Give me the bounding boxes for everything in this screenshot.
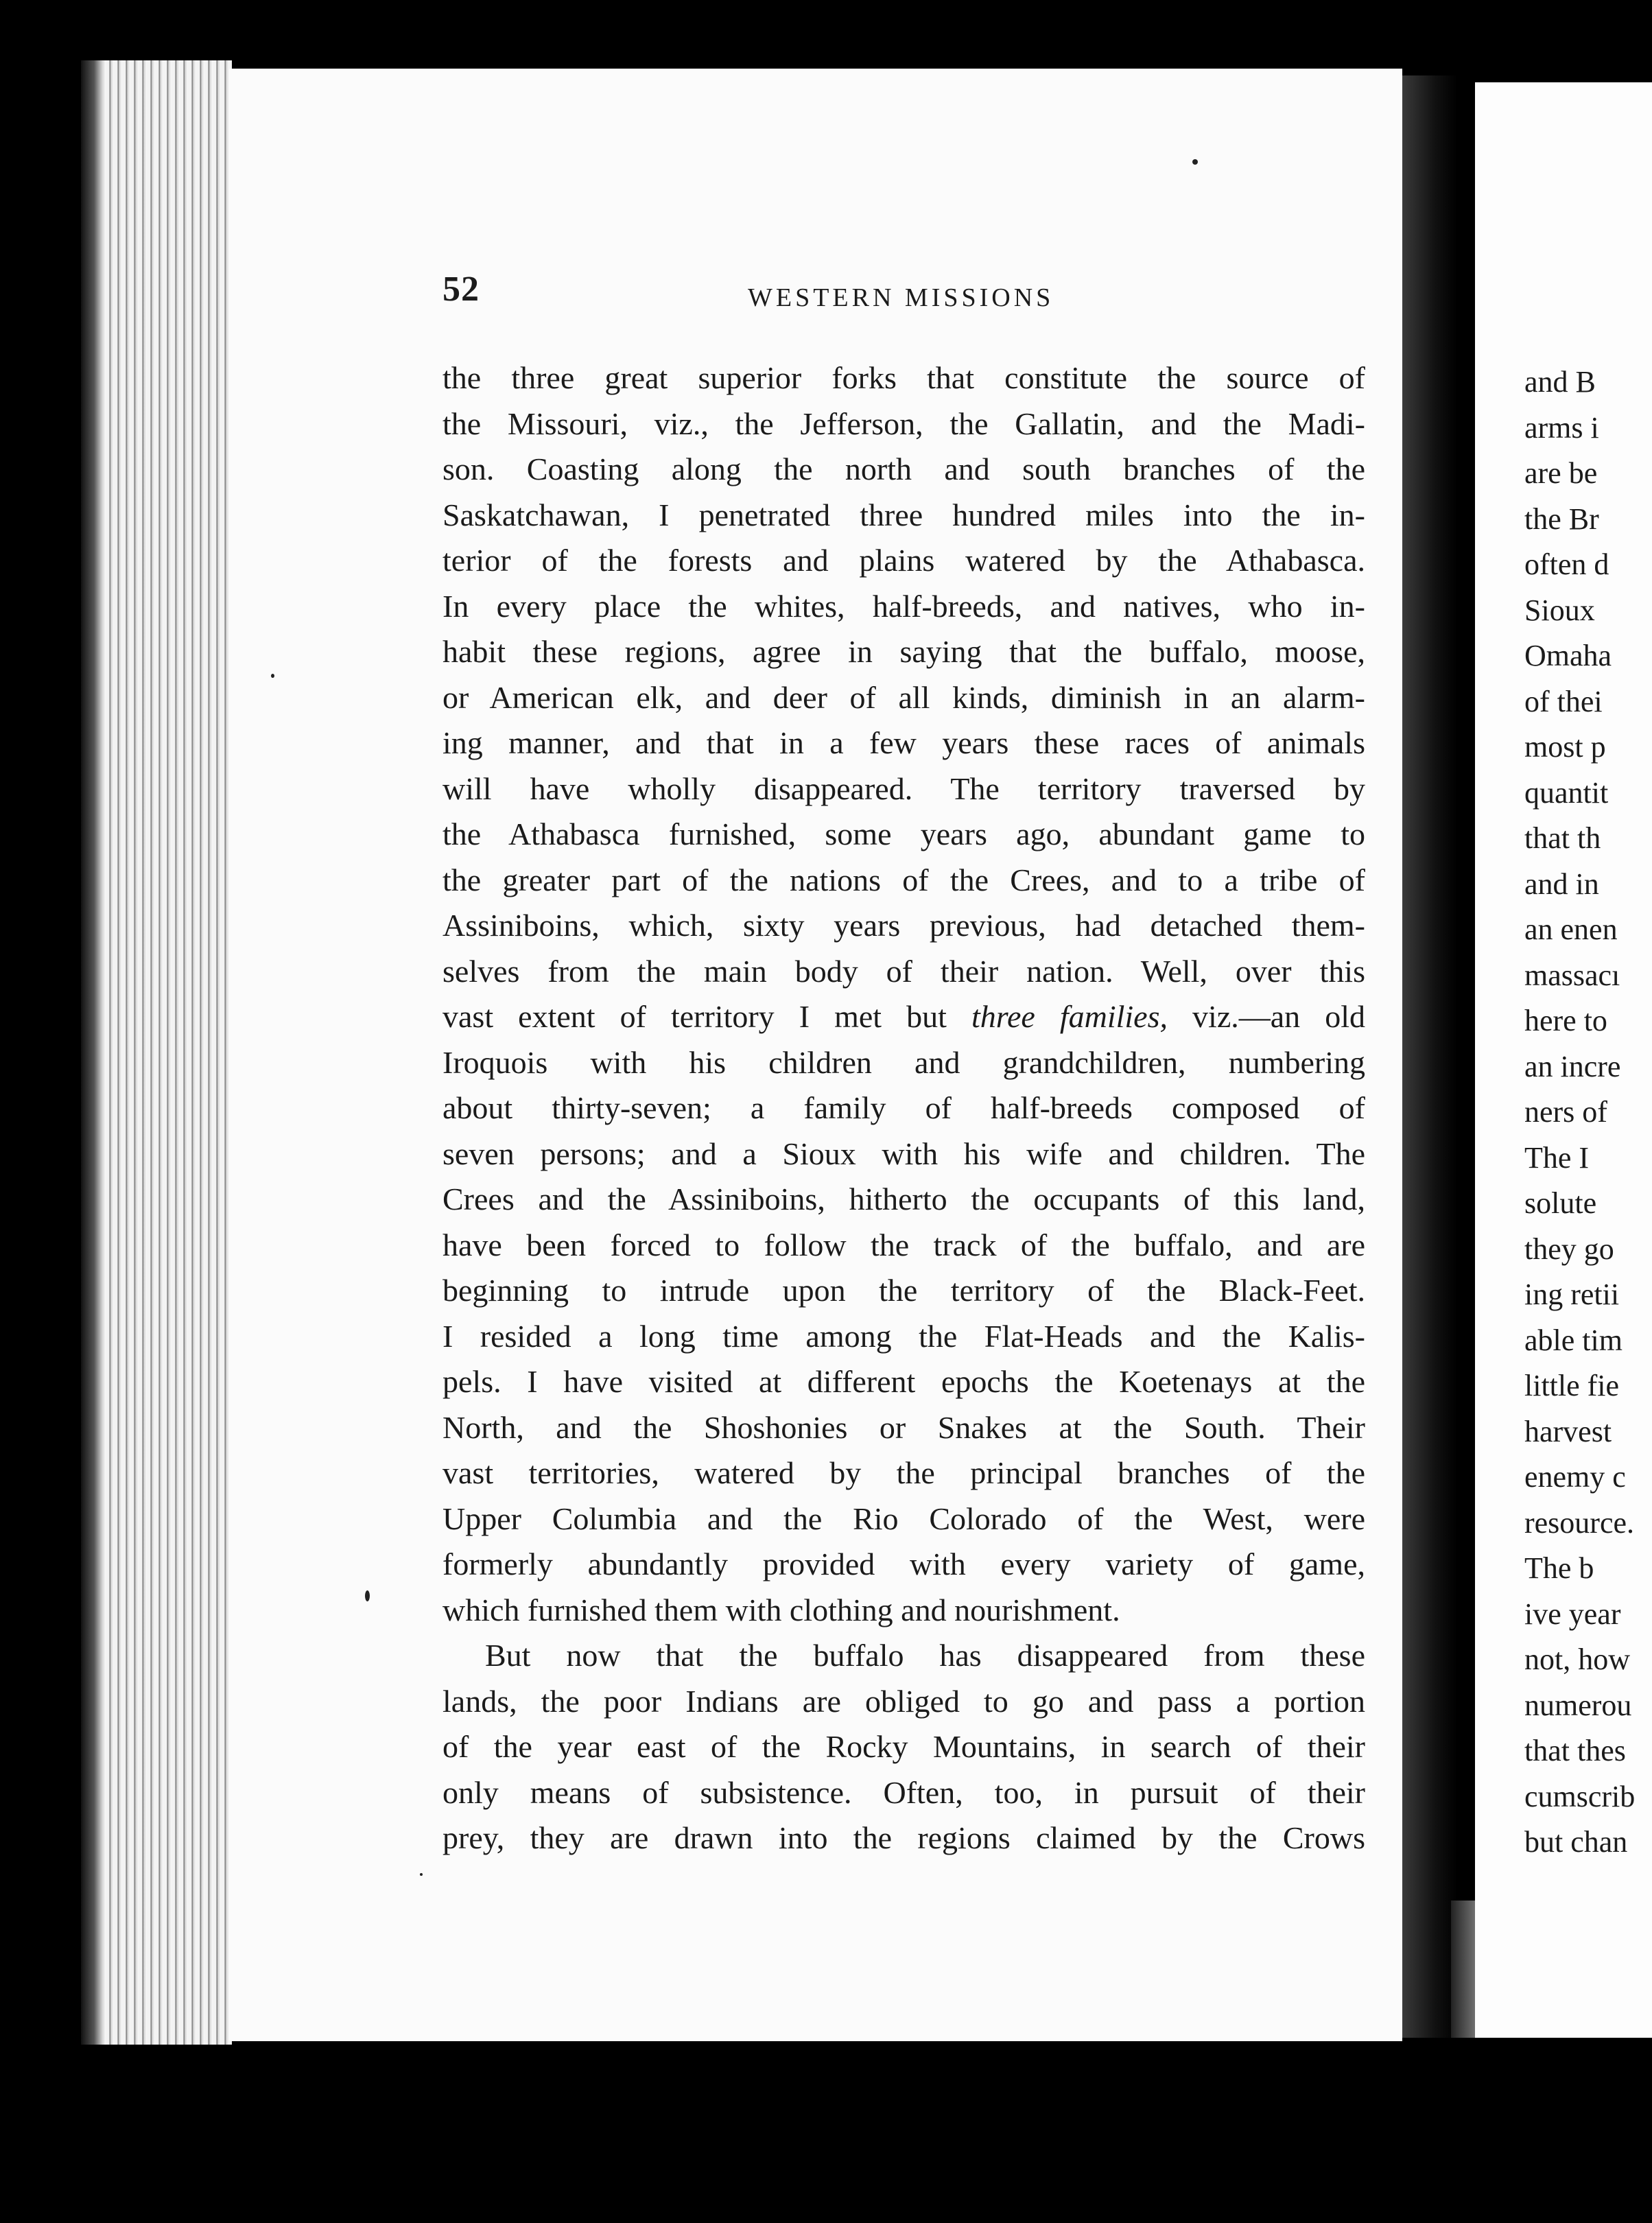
text-line: the Missouri, viz., the Jefferson, the Gallatin, and the Madi-: [442, 405, 1365, 441]
text-line: terior of the forests and plains watered by the Athabasca.: [442, 543, 1365, 578]
right-page-text-fragment: that thes: [1524, 1734, 1626, 1767]
text-line: Saskatchawan, I penetrated three hundred miles into the in-: [442, 497, 1365, 532]
right-page-text-fragment: of thei: [1524, 684, 1603, 718]
running-head: WESTERN MISSIONS: [748, 283, 1054, 312]
text-line: Crees and the Assiniboins, hitherto the occupants of this land,: [442, 1181, 1365, 1216]
book-gutter: [1402, 75, 1457, 2038]
paragraph-first-line: But now that the buffalo has disappeared from these: [485, 1638, 1365, 1673]
right-page-text-fragment: here to: [1524, 1004, 1607, 1037]
text-line: only means of subsistence. Often, too, in pursuit of their: [442, 1774, 1365, 1810]
right-page-text-fragment: little fie: [1524, 1369, 1620, 1402]
text-line: lands, the poor Indians are obliged to go and pass a portion: [442, 1683, 1365, 1719]
scan-speck: [271, 674, 274, 678]
right-page-text-fragment: numerou: [1524, 1688, 1632, 1722]
right-page-text-fragment: harvest: [1524, 1414, 1612, 1448]
body-text: [442, 355, 1365, 1861]
text-line: the greater part of the nations of the Crees, and to a tribe of: [442, 862, 1365, 897]
text-line: of the year east of the Rocky Mountains, in search of their: [442, 1729, 1365, 1764]
right-page-text-fragment: resource.: [1524, 1505, 1635, 1540]
text-line: North, and the Shoshonies or Snakes at the South. Their: [442, 1409, 1365, 1445]
right-page-text-fragment: able tim: [1524, 1323, 1622, 1357]
text-line: pels. I have visited at different epochs the Koetenays at the: [442, 1364, 1365, 1399]
text-line-with-italic: [442, 994, 1365, 1040]
right-page-text-fragment: Omaha: [1524, 639, 1612, 672]
right-page-text-fragment: and B: [1524, 365, 1596, 399]
right-page-text-fragment: Sioux: [1524, 593, 1595, 627]
text-line: selves from the main body of their nation. Well, over this: [442, 953, 1365, 989]
text-segment: vast extent of territory I met but: [442, 999, 971, 1034]
text-line: the Athabasca furnished, some years ago, abundant game to: [442, 816, 1365, 851]
scan-speck: [420, 1873, 423, 1876]
text-line: I resided a long time among the Flat-Heads and the Kalis-: [442, 1318, 1365, 1354]
text-line: habit these regions, agree in saying that the buffalo, moose,: [442, 634, 1365, 669]
right-page-text-fragment: cumscrib: [1524, 1779, 1636, 1813]
text-line: seven persons; and a Sioux with his wife and children. The: [442, 1136, 1365, 1171]
scan-speck: [365, 1590, 370, 1601]
right-page-text-fragment: often d: [1524, 548, 1609, 581]
right-page-text-fragment: solute: [1524, 1186, 1597, 1220]
text-line: or American elk, and deer of all kinds, diminish in an alarm-: [442, 679, 1365, 715]
italic-phrase: three families,: [971, 999, 1168, 1034]
text-line: Assiniboins, which, sixty years previous, had detached them-: [442, 908, 1365, 943]
right-page: [1475, 82, 1652, 2038]
text-line: prey, they are drawn into the regions claimed by the Crows: [442, 1820, 1365, 1855]
text-segment: viz.—an old: [1168, 999, 1365, 1034]
right-page-text-fragment: that th: [1524, 821, 1601, 855]
text-line: about thirty-seven; a family of half-breeds composed of: [442, 1090, 1365, 1125]
scan-speck: [1192, 159, 1198, 165]
page-edge-shadow: [81, 60, 103, 2045]
right-page-text-fragment: quantit: [1524, 775, 1609, 810]
right-page-text-fragment: ners of: [1524, 1095, 1607, 1129]
text-line: Iroquois with his children and grandchildren, numbering: [442, 1044, 1365, 1080]
text-line: will have wholly disappeared. The territory traversed by: [442, 771, 1365, 806]
right-page-text-fragment: the Br: [1524, 502, 1599, 536]
text-line: beginning to intrude upon the territory of the Black-Feet.: [442, 1273, 1365, 1308]
right-page-text-fragment: massacı: [1524, 958, 1620, 992]
right-page-text-fragment: an incre: [1524, 1049, 1621, 1083]
text-line: son. Coasting along the north and south branches of the: [442, 451, 1365, 486]
right-page-text-fragment: but chan: [1524, 1825, 1628, 1859]
text-line: the three great superior forks that constitute the source of: [442, 360, 1365, 395]
right-page-text-fragment: they go: [1524, 1232, 1614, 1266]
right-page-text-fragment: The b: [1524, 1551, 1594, 1585]
right-page-text-fragment: an enen: [1524, 913, 1618, 946]
right-page-text-fragment: and in: [1524, 867, 1599, 901]
text-line: formerly abundantly provided with every variety of game,: [442, 1546, 1365, 1581]
right-page-text-fragment: not, how: [1524, 1643, 1630, 1676]
text-line: Upper Columbia and the Rio Colorado of the West, were: [442, 1501, 1365, 1536]
page-edge-stack: [81, 60, 232, 2045]
right-page-text-fragment: most p: [1524, 730, 1606, 764]
right-page-text-fragment: ive year: [1524, 1597, 1621, 1631]
text-line: ing manner, and that in a few years these races of animals: [442, 725, 1365, 760]
text-line: have been forced to follow the track of the buffalo, and are: [442, 1227, 1365, 1262]
text-line: In every place the whites, half-breeds, and natives, who in-: [442, 588, 1365, 624]
right-page-text-fragment: enemy c: [1524, 1460, 1626, 1494]
right-page-text-fragment: ing retii: [1524, 1278, 1620, 1311]
text-line: vast territories, watered by the principal branches of the: [442, 1455, 1365, 1490]
right-page-text-fragment: are be: [1524, 456, 1598, 490]
page-number: 52: [442, 270, 480, 309]
paragraph-last-line: which furnished them with clothing and nourishment.: [442, 1592, 1120, 1627]
right-page-text-fragment: arms i: [1524, 410, 1599, 445]
right-page-text-fragment: The I: [1524, 1140, 1590, 1175]
